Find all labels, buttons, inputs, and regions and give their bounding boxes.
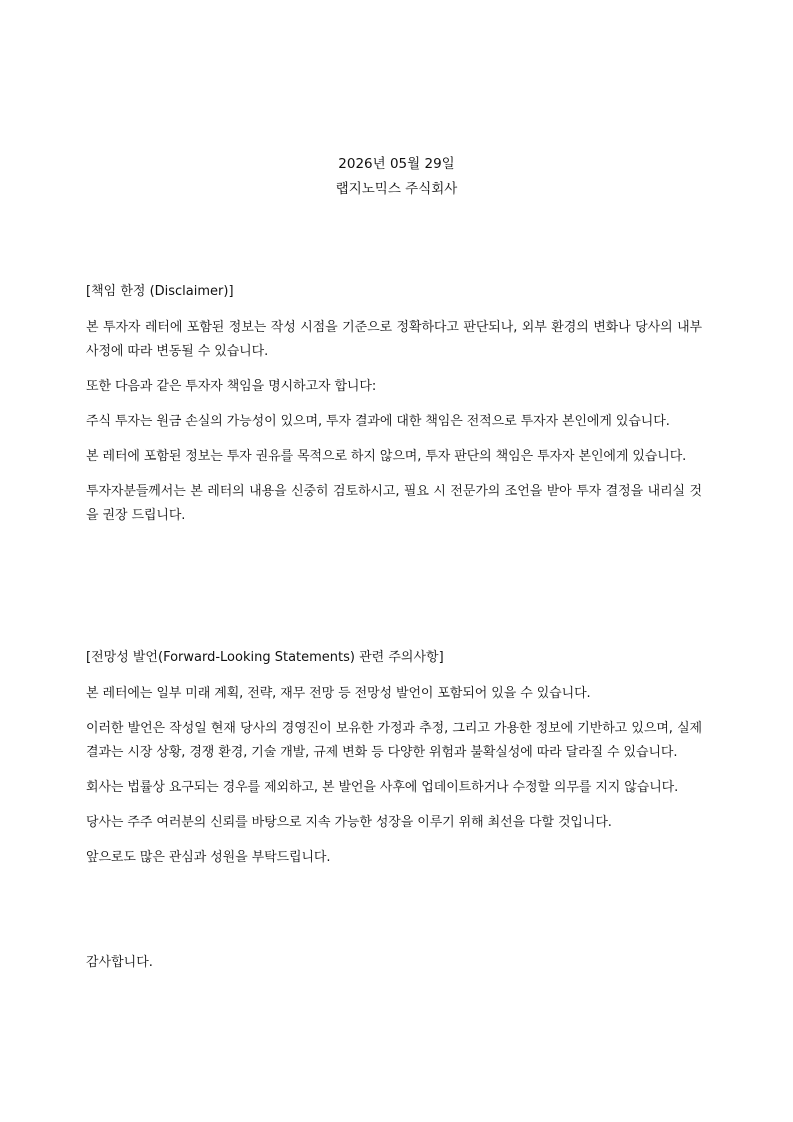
disclaimer-paragraph: 투자자분들께서는 본 레터의 내용을 신중히 검토하시고, 필요 시 전문가의 조언을 받아 투자 결정을 내리실 것을 권장 드립니다. <box>86 484 702 523</box>
forward-looking-paragraph: 이러한 발언은 작성일 현재 당사의 경영진이 보유한 가정과 추정, 그리고 가용한 정보에 기반하고 있으며, 실제 결과는 시장 상황, 경쟁 환경, 기술 개발, 규제 변화 등 다양한 위험과 불확실성에 따라 달라질 수 있습니다. <box>86 721 702 760</box>
forward-looking-section <box>86 648 702 881</box>
company-name: 랩지노믹스 주식회사 <box>335 181 458 197</box>
forward-looking-heading: [전망성 발언(Forward-Looking Statements) 관련 주의사항] <box>86 650 444 665</box>
closing-text: 감사합니다. <box>86 955 153 970</box>
disclaimer-paragraph: 본 투자자 레터에 포함된 정보는 작성 시점을 기준으로 정확하다고 판단되나, 외부 환경의 변화나 당사의 내부 사정에 따라 변동될 수 있습니다. <box>86 320 702 359</box>
forward-looking-paragraph: 본 레터에는 일부 미래 계획, 전략, 재무 전망 등 전망성 발언이 포함되어 있을 수 있습니다. <box>86 686 591 701</box>
disclaimer-paragraph: 본 레터에 포함된 정보는 투자 권유를 목적으로 하지 않으며, 투자 판단의 책임은 투자자 본인에게 있습니다. <box>86 449 687 464</box>
disclaimer-heading: [책임 한정 (Disclaimer)] <box>86 284 234 299</box>
disclaimer-section <box>86 282 702 539</box>
disclaimer-paragraph: 또한 다음과 같은 투자자 책임을 명시하고자 합니다: <box>86 379 377 394</box>
forward-looking-paragraph: 앞으로도 많은 관심과 성원을 부탁드립니다. <box>86 850 331 865</box>
disclaimer-paragraph: 주식 투자는 원금 손실의 가능성이 있으며, 투자 결과에 대한 책임은 전적으로 투자자 본인에게 있습니다. <box>86 414 670 429</box>
forward-looking-paragraph: 회사는 법률상 요구되는 경우를 제외하고, 본 발언을 사후에 업데이트하거나 수정할 의무를 지지 않습니다. <box>86 780 679 795</box>
forward-looking-paragraph: 당사는 주주 여러분의 신뢰를 바탕으로 지속 가능한 성장을 이루기 위해 최선을 다할 것입니다. <box>86 815 612 830</box>
letter-date: 2026년 05월 29일 <box>338 156 455 172</box>
